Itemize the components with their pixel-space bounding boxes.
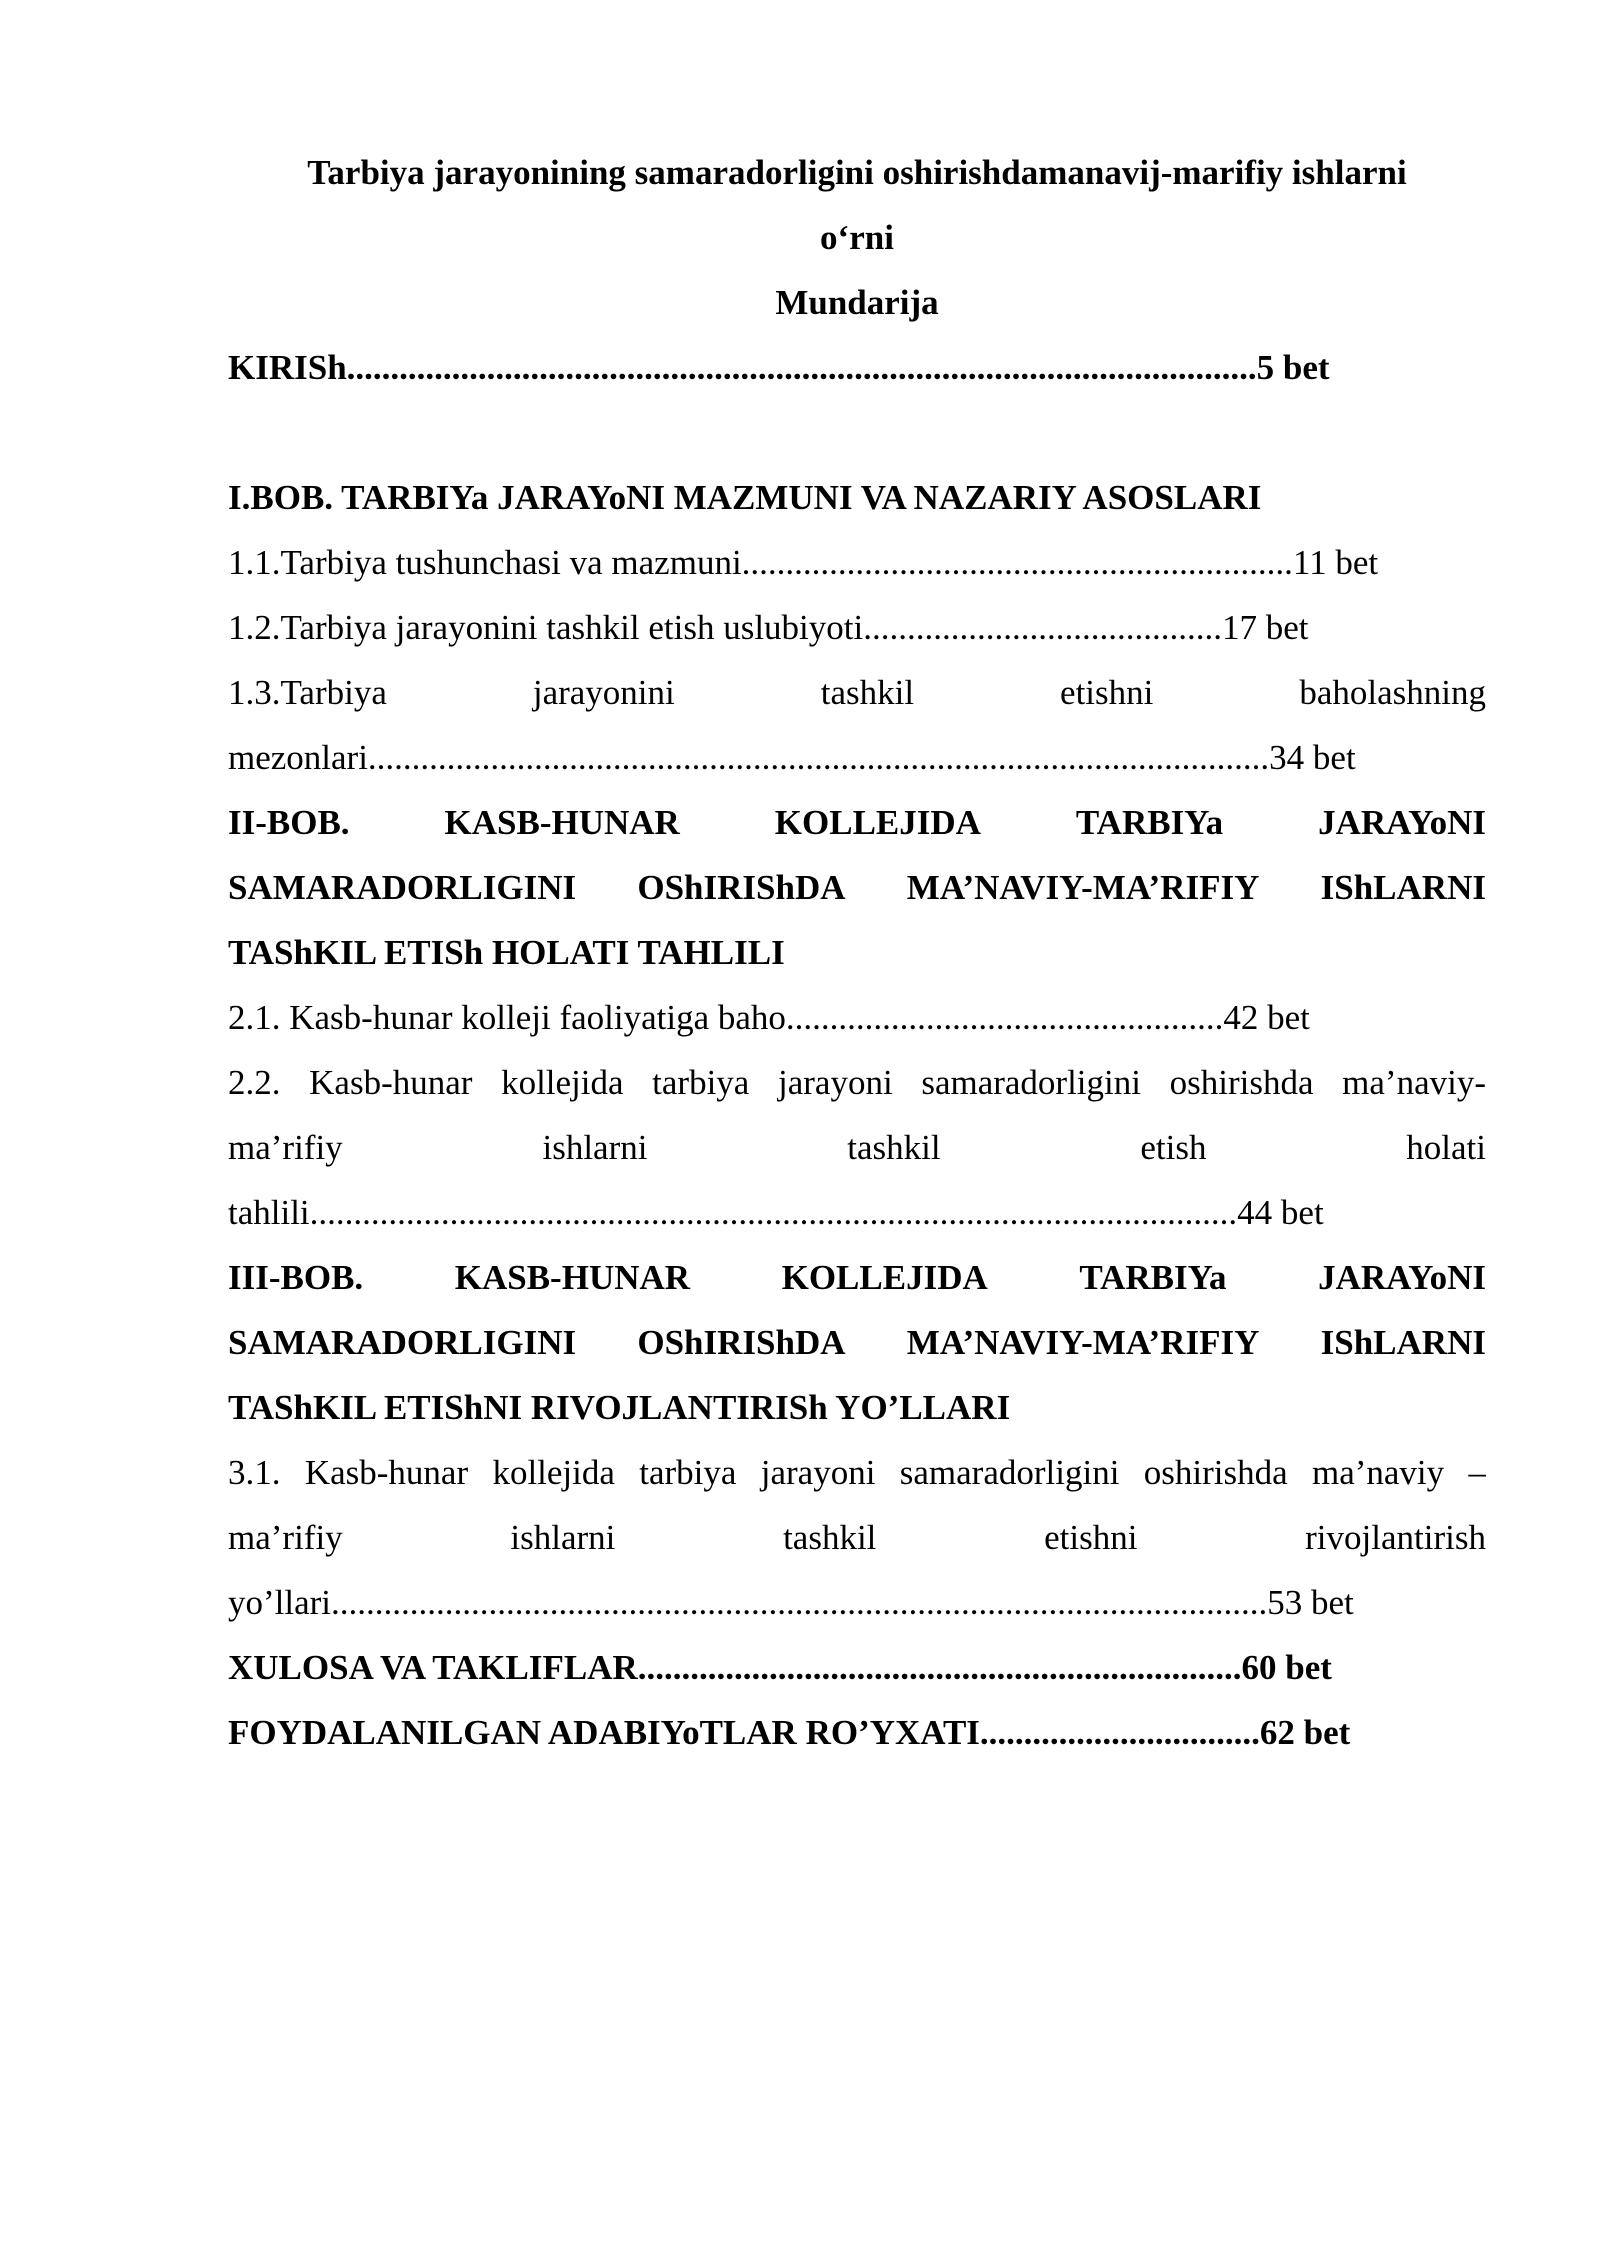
word: KASB-HUNAR bbox=[444, 803, 680, 842]
word: MA’NAVIY-MA’RIFIY bbox=[906, 1323, 1260, 1362]
word: OShIRIShDA bbox=[637, 868, 846, 907]
toc-entry-2-2-line-3: tahlili..........................................................................................................44 bet bbox=[228, 1193, 1324, 1232]
toc-entry-3-1-line-1 bbox=[228, 1440, 1486, 1505]
word: – bbox=[1468, 1453, 1486, 1492]
word: ma’naviy- bbox=[1342, 1063, 1486, 1102]
word: kollejida bbox=[492, 1453, 615, 1492]
contents-heading: Mundarija bbox=[775, 283, 939, 322]
word: TARBIYa bbox=[1075, 803, 1224, 842]
table-of-contents bbox=[228, 140, 1486, 1765]
word: etish bbox=[1140, 1128, 1207, 1167]
toc-entry-conclusion: XULOSA VA TAKLIFLAR.....................................................................60 bet bbox=[228, 1648, 1332, 1687]
word: tarbiya bbox=[652, 1063, 750, 1102]
document-title-line-1: Tarbiya jarayonining samaradorligini oshirishdamanavij-marifiy ishlarni bbox=[307, 153, 1407, 192]
word: samaradorligini bbox=[921, 1063, 1141, 1102]
word: KASB-HUNAR bbox=[454, 1258, 691, 1297]
document-title-line-2: o‘rni bbox=[820, 218, 894, 257]
word: rivojlantirish bbox=[1305, 1518, 1486, 1557]
toc-entry-2-1: 2.1. Kasb-hunar kolleji faoliyatiga baho..................................................42 bet bbox=[228, 998, 1310, 1037]
word: kollejida bbox=[501, 1063, 624, 1102]
word: IShLARNI bbox=[1320, 1323, 1486, 1362]
word: etishni bbox=[1060, 673, 1154, 712]
word: TARBIYa bbox=[1079, 1258, 1227, 1297]
word: holati bbox=[1406, 1128, 1486, 1167]
word: SAMARADORLIGINI bbox=[228, 1323, 577, 1362]
word: JARAYoNI bbox=[1318, 803, 1486, 842]
chapter-1-heading: I.BOB. TARBIYa JARAYoNI MAZMUNI VA NAZARIY ASOSLARI bbox=[228, 478, 1262, 517]
word: tarbiya bbox=[639, 1453, 737, 1492]
word: ma’rifiy bbox=[228, 1518, 343, 1557]
toc-entry-1-3-line-2: mezonlari.......................................................................................................34 bet bbox=[228, 738, 1356, 777]
word: samaradorligini bbox=[899, 1453, 1120, 1492]
toc-entry-references: FOYDALANILGAN ADABIYoTLAR RO’YXATI................................62 bet bbox=[228, 1713, 1351, 1752]
word: III-BOB. bbox=[228, 1258, 364, 1297]
word: 3.1. bbox=[228, 1453, 281, 1492]
toc-entry-1-3-line-1 bbox=[228, 660, 1486, 725]
word: ma’rifiy bbox=[228, 1128, 343, 1167]
word: SAMARADORLIGINI bbox=[228, 868, 577, 907]
chapter-3-heading-line-3: TAShKIL ETIShNI RIVOJLANTIRISh YO’LLARI bbox=[228, 1388, 1011, 1427]
word: Kasb-hunar bbox=[304, 1453, 469, 1492]
chapter-3-heading-line-2 bbox=[228, 1310, 1486, 1375]
word: Kasb-hunar bbox=[309, 1063, 473, 1102]
chapter-3-heading-line-1 bbox=[228, 1245, 1486, 1310]
toc-entry-1-2: 1.2.Tarbiya jarayonini tashkil etish uslubiyoti.........................................17 bet bbox=[228, 608, 1309, 647]
toc-entry-2-2-line-2 bbox=[228, 1115, 1486, 1180]
word: jarayoni bbox=[778, 1063, 893, 1102]
chapter-2-heading-line-2 bbox=[228, 855, 1486, 920]
word: oshirishda bbox=[1143, 1453, 1288, 1492]
word: 2.2. bbox=[228, 1063, 281, 1102]
word: JARAYoNI bbox=[1318, 1258, 1486, 1297]
word: baholashning bbox=[1299, 673, 1486, 712]
word: tashkil bbox=[820, 673, 915, 712]
toc-entry-intro: KIRISh........................................................................................................5 bet bbox=[228, 348, 1330, 387]
chapter-2-heading-line-3: TAShKIL ETISh HOLATI TAHLILI bbox=[228, 933, 785, 972]
chapter-2-heading-line-1 bbox=[228, 790, 1486, 855]
word: 1.3.Tarbiya bbox=[228, 673, 387, 712]
word: IShLARNI bbox=[1320, 868, 1486, 907]
toc-entry-1-1: 1.1.Tarbiya tushunchasi va mazmuni...............................................................11 bet bbox=[228, 543, 1379, 582]
toc-entry-3-1-line-3: yo’llari...........................................................................................................53 bet bbox=[228, 1583, 1354, 1622]
word: oshirishda bbox=[1169, 1063, 1314, 1102]
word: KOLLEJIDA bbox=[781, 1258, 988, 1297]
word: tashkil bbox=[847, 1128, 941, 1167]
blank-line bbox=[228, 400, 1486, 465]
word: etishni bbox=[1044, 1518, 1138, 1557]
toc-entry-2-2-line-1 bbox=[228, 1050, 1486, 1115]
word: ma’naviy bbox=[1311, 1453, 1445, 1492]
word: II-BOB. bbox=[228, 803, 350, 842]
toc-entry-3-1-line-2 bbox=[228, 1505, 1486, 1570]
word: ishlarni bbox=[542, 1128, 648, 1167]
word: ishlarni bbox=[510, 1518, 616, 1557]
word: jarayoni bbox=[760, 1453, 876, 1492]
word: tashkil bbox=[783, 1518, 877, 1557]
word: MA’NAVIY-MA’RIFIY bbox=[906, 868, 1260, 907]
word: jarayonini bbox=[532, 673, 675, 712]
word: KOLLEJIDA bbox=[774, 803, 981, 842]
word: OShIRIShDA bbox=[637, 1323, 846, 1362]
